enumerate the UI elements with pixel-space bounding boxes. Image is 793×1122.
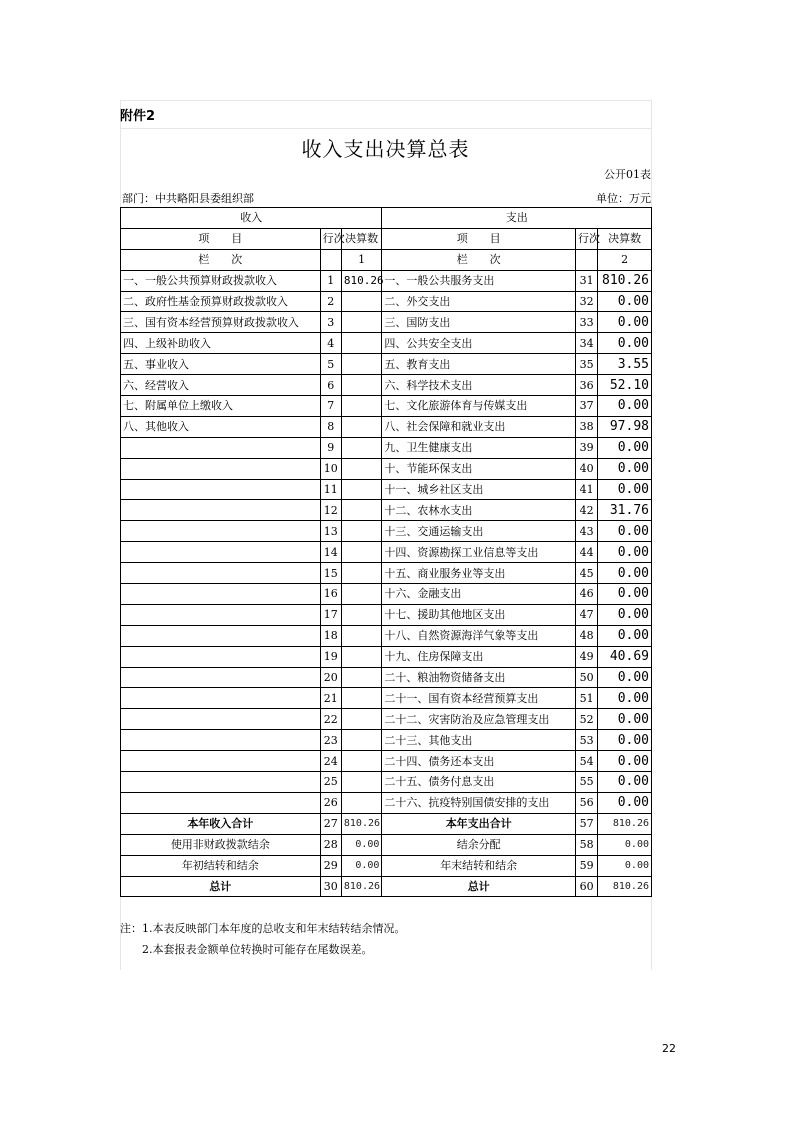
- expense-row-no: 38: [575, 416, 597, 437]
- income-amount: 810.26: [341, 270, 382, 291]
- income-row-no: 29: [320, 855, 341, 876]
- form-number: 公开01表: [604, 168, 651, 181]
- income-item: 四、上级补助收入: [121, 333, 321, 354]
- income-amount: [341, 792, 382, 813]
- income-column-label: 栏 次: [121, 249, 321, 270]
- expense-item: 十、节能环保支出: [382, 458, 576, 479]
- table-row: [121, 500, 652, 521]
- income-row-no: 23: [320, 730, 341, 751]
- table-row: [121, 542, 652, 563]
- expense-item: 十一、城乡社区支出: [382, 479, 576, 500]
- income-row-no: 6: [320, 375, 341, 396]
- income-item: [121, 521, 321, 542]
- income-amount: [341, 751, 382, 772]
- expense-amount: 0.00: [598, 479, 652, 500]
- expense-item: 二十三、其他支出: [382, 730, 576, 751]
- table-row: [121, 333, 652, 354]
- table-row: [121, 479, 652, 500]
- expense-amount: 0.00: [598, 437, 652, 458]
- header-row-column-index: [121, 249, 652, 270]
- expense-total-item: 本年支出合计: [382, 813, 576, 834]
- expense-amount: 0.00: [598, 458, 652, 479]
- income-row-no: 30: [320, 876, 341, 897]
- expense-total-item: 年末结转和结余: [382, 855, 576, 876]
- income-item: [121, 584, 321, 605]
- expense-item: 十六、金融支出: [382, 584, 576, 605]
- income-item: [121, 772, 321, 793]
- expense-item: 十九、住房保障支出: [382, 646, 576, 667]
- expense-item: 二十六、抗疫特别国债安排的支出: [382, 792, 576, 813]
- table-row: [121, 354, 652, 375]
- expense-amount: 0.00: [598, 396, 652, 417]
- total-row: [121, 813, 652, 834]
- expense-column-label: 栏 次: [382, 249, 576, 270]
- income-amount: [341, 458, 382, 479]
- expense-row-no: 57: [575, 813, 597, 834]
- income-row-no: 25: [320, 772, 341, 793]
- expense-row-no: 60: [575, 876, 597, 897]
- income-amount: [341, 604, 382, 625]
- expense-row-no: 36: [575, 375, 597, 396]
- department-label: 部门：中共略阳县委组织部: [122, 192, 254, 205]
- expense-row-no: 51: [575, 688, 597, 709]
- income-total-amount: 810.26: [341, 813, 382, 834]
- expense-amount: 31.76: [598, 500, 652, 521]
- income-amount: [341, 479, 382, 500]
- income-rowno-header: 行次: [320, 228, 341, 249]
- expense-amount: 0.00: [598, 563, 652, 584]
- income-row-no: 9: [320, 437, 341, 458]
- expense-total-item: 结余分配: [382, 834, 576, 855]
- income-amount: [341, 688, 382, 709]
- expense-row-no: 39: [575, 437, 597, 458]
- income-amount: [341, 312, 382, 333]
- expense-item: 九、卫生健康支出: [382, 437, 576, 458]
- expense-row-no: 43: [575, 521, 597, 542]
- income-item: [121, 437, 321, 458]
- expense-item: 十五、商业服务业等支出: [382, 563, 576, 584]
- expense-item-header: 项 目: [382, 228, 576, 249]
- total-row: [121, 834, 652, 855]
- income-amount: [341, 542, 382, 563]
- income-item-header: 项 目: [121, 228, 321, 249]
- income-row-no: 24: [320, 751, 341, 772]
- table-row: [121, 688, 652, 709]
- income-item: [121, 646, 321, 667]
- attachment-label: 附件2: [120, 109, 156, 124]
- income-item: [121, 500, 321, 521]
- expense-amount: 0.00: [598, 291, 652, 312]
- expense-amount: 0.00: [598, 604, 652, 625]
- income-row-no: 26: [320, 792, 341, 813]
- expense-rowno-header: 行次: [575, 228, 597, 249]
- expense-amount: 97.98: [598, 416, 652, 437]
- expense-total-amount: 810.26: [598, 876, 652, 897]
- expense-item: 一、一般公共服务支出: [382, 270, 576, 291]
- unit-label: 单位：万元: [596, 192, 651, 205]
- income-item: [121, 458, 321, 479]
- table-row: [121, 563, 652, 584]
- table-row: [121, 646, 652, 667]
- income-row-no: 27: [320, 813, 341, 834]
- expense-total-amount: 0.00: [598, 834, 652, 855]
- expense-amount: 0.00: [598, 542, 652, 563]
- income-item: [121, 688, 321, 709]
- income-item: [121, 479, 321, 500]
- income-amount: [341, 416, 382, 437]
- income-row-no: 20: [320, 667, 341, 688]
- expense-item: 二十五、债务付息支出: [382, 772, 576, 793]
- income-amount: [341, 521, 382, 542]
- table-row: [121, 396, 652, 417]
- income-row-no: 11: [320, 479, 341, 500]
- expense-amount: 0.00: [598, 333, 652, 354]
- expense-amount: 0.00: [598, 688, 652, 709]
- expense-item: 四、公共安全支出: [382, 333, 576, 354]
- table-row: [121, 437, 652, 458]
- table-row: [121, 375, 652, 396]
- income-row-no: 13: [320, 521, 341, 542]
- income-item: 一、一般公共预算财政拨款收入: [121, 270, 321, 291]
- expense-row-no: 37: [575, 396, 597, 417]
- income-total-item: 使用非财政拨款结余: [121, 834, 321, 855]
- income-total-item: 年初结转和结余: [121, 855, 321, 876]
- expense-amount: 0.00: [598, 730, 652, 751]
- income-row-no: 14: [320, 542, 341, 563]
- expense-row-no: 40: [575, 458, 597, 479]
- expense-amount: 3.55: [598, 354, 652, 375]
- income-amount: [341, 500, 382, 521]
- income-item: 五、事业收入: [121, 354, 321, 375]
- table-row: [121, 291, 652, 312]
- income-amount-header: 决算数: [341, 228, 382, 249]
- expense-amount: 0.00: [598, 772, 652, 793]
- income-expense-table: [120, 207, 652, 897]
- income-row-no: 19: [320, 646, 341, 667]
- income-amount: [341, 646, 382, 667]
- table-row: [121, 312, 652, 333]
- expense-row-no: 41: [575, 479, 597, 500]
- income-item: [121, 751, 321, 772]
- income-total-item: 总计: [121, 876, 321, 897]
- expense-header: 支出: [382, 208, 652, 229]
- income-amount: [341, 396, 382, 417]
- expense-row-no: 31: [575, 270, 597, 291]
- expense-row-no: 56: [575, 792, 597, 813]
- income-amount: [341, 584, 382, 605]
- table-row: [121, 730, 652, 751]
- expense-row-no: 42: [575, 500, 597, 521]
- expense-row-no: 50: [575, 667, 597, 688]
- income-row-no: 5: [320, 354, 341, 375]
- expense-amount: 0.00: [598, 521, 652, 542]
- expense-amount: 0.00: [598, 751, 652, 772]
- income-amount: [341, 625, 382, 646]
- expense-item: 二、外交支出: [382, 291, 576, 312]
- income-item: 二、政府性基金预算财政拨款收入: [121, 291, 321, 312]
- expense-amount: 0.00: [598, 625, 652, 646]
- empty-cell: [575, 249, 597, 270]
- expense-item: 二十二、灾害防治及应急管理支出: [382, 709, 576, 730]
- total-row: [121, 876, 652, 897]
- expense-row-no: 45: [575, 563, 597, 584]
- income-item: 六、经营收入: [121, 375, 321, 396]
- income-row-no: 17: [320, 604, 341, 625]
- expense-row-no: 32: [575, 291, 597, 312]
- table-row: [121, 772, 652, 793]
- expense-row-no: 33: [575, 312, 597, 333]
- notes: [120, 918, 406, 960]
- income-row-no: 4: [320, 333, 341, 354]
- sheet-gridline: [120, 128, 651, 129]
- table-row: [121, 584, 652, 605]
- total-row: [121, 855, 652, 876]
- expense-column-index: 2: [598, 249, 652, 270]
- income-row-no: 10: [320, 458, 341, 479]
- expense-row-no: 53: [575, 730, 597, 751]
- income-item: [121, 625, 321, 646]
- income-item: 三、国有资本经营预算财政拨款收入: [121, 312, 321, 333]
- page-title: 收入支出决算总表: [301, 137, 470, 161]
- expense-item: 二十四、债务还本支出: [382, 751, 576, 772]
- income-amount: [341, 709, 382, 730]
- income-item: [121, 709, 321, 730]
- income-amount: [341, 730, 382, 751]
- sheet-top-border: [120, 100, 651, 101]
- note-2: 2.本套报表金额单位转换时可能存在尾数误差。: [142, 943, 373, 956]
- table-row: [121, 792, 652, 813]
- income-item: 七、附属单位上缴收入: [121, 396, 321, 417]
- income-amount: [341, 333, 382, 354]
- income-item: [121, 563, 321, 584]
- expense-row-no: 46: [575, 584, 597, 605]
- income-column-index: 1: [341, 249, 382, 270]
- income-row-no: 8: [320, 416, 341, 437]
- expense-item: 二十一、国有资本经营预算支出: [382, 688, 576, 709]
- income-row-no: 28: [320, 834, 341, 855]
- expense-row-no: 58: [575, 834, 597, 855]
- expense-amount-header: 决算数: [598, 228, 652, 249]
- expense-item: 十七、援助其他地区支出: [382, 604, 576, 625]
- header-row-sections: [121, 208, 652, 229]
- expense-row-no: 55: [575, 772, 597, 793]
- expense-total-amount: 0.00: [598, 855, 652, 876]
- expense-amount: 40.69: [598, 646, 652, 667]
- income-header: 收入: [121, 208, 382, 229]
- expense-item: 十八、自然资源海洋气象等支出: [382, 625, 576, 646]
- empty-cell: [320, 249, 341, 270]
- expense-row-no: 34: [575, 333, 597, 354]
- income-amount: [341, 772, 382, 793]
- expense-amount: 0.00: [598, 792, 652, 813]
- expense-total-amount: 810.26: [598, 813, 652, 834]
- expense-amount: 0.00: [598, 709, 652, 730]
- income-row-no: 12: [320, 500, 341, 521]
- income-row-no: 16: [320, 584, 341, 605]
- expense-amount: 810.26: [598, 270, 652, 291]
- table-row: [121, 625, 652, 646]
- expense-row-no: 49: [575, 646, 597, 667]
- expense-amount: 52.10: [598, 375, 652, 396]
- income-item: [121, 667, 321, 688]
- income-row-no: 1: [320, 270, 341, 291]
- expense-item: 二十、粮油物资储备支出: [382, 667, 576, 688]
- expense-row-no: 44: [575, 542, 597, 563]
- income-row-no: 22: [320, 709, 341, 730]
- note-1: 注：1.本表反映部门本年度的总收支和年末结转结余情况。: [120, 922, 406, 935]
- expense-item: 六、科学技术支出: [382, 375, 576, 396]
- income-amount: [341, 437, 382, 458]
- income-row-no: 21: [320, 688, 341, 709]
- income-item: 八、其他收入: [121, 416, 321, 437]
- table-row: [121, 458, 652, 479]
- table-row: [121, 416, 652, 437]
- income-row-no: 18: [320, 625, 341, 646]
- income-amount: [341, 354, 382, 375]
- income-total-amount: 0.00: [341, 834, 382, 855]
- expense-item: 七、文化旅游体育与传媒支出: [382, 396, 576, 417]
- table-row: [121, 604, 652, 625]
- income-item: [121, 604, 321, 625]
- table-row: [121, 667, 652, 688]
- expense-amount: 0.00: [598, 312, 652, 333]
- expense-item: 八、社会保障和就业支出: [382, 416, 576, 437]
- expense-total-item: 总计: [382, 876, 576, 897]
- expense-amount: 0.00: [598, 667, 652, 688]
- income-row-no: 2: [320, 291, 341, 312]
- page-number: 22: [662, 1042, 676, 1055]
- income-total-amount: 810.26: [341, 876, 382, 897]
- income-total-item: 本年收入合计: [121, 813, 321, 834]
- table-row: [121, 709, 652, 730]
- expense-row-no: 47: [575, 604, 597, 625]
- income-amount: [341, 375, 382, 396]
- income-row-no: 3: [320, 312, 341, 333]
- income-item: [121, 730, 321, 751]
- expense-item: 五、教育支出: [382, 354, 576, 375]
- expense-item: 十四、资源勘探工业信息等支出: [382, 542, 576, 563]
- table-row: [121, 751, 652, 772]
- expense-row-no: 54: [575, 751, 597, 772]
- header-row-columns: [121, 228, 652, 249]
- income-row-no: 15: [320, 563, 341, 584]
- expense-amount: 0.00: [598, 584, 652, 605]
- expense-row-no: 35: [575, 354, 597, 375]
- expense-row-no: 52: [575, 709, 597, 730]
- income-amount: [341, 563, 382, 584]
- income-row-no: 7: [320, 396, 341, 417]
- table-row: [121, 270, 652, 291]
- income-amount: [341, 291, 382, 312]
- expense-row-no: 48: [575, 625, 597, 646]
- expense-item: 三、国防支出: [382, 312, 576, 333]
- expense-item: 十二、农林水支出: [382, 500, 576, 521]
- expense-item: 十三、交通运输支出: [382, 521, 576, 542]
- income-total-amount: 0.00: [341, 855, 382, 876]
- table-row: [121, 521, 652, 542]
- expense-row-no: 59: [575, 855, 597, 876]
- income-item: [121, 542, 321, 563]
- income-amount: [341, 667, 382, 688]
- income-item: [121, 792, 321, 813]
